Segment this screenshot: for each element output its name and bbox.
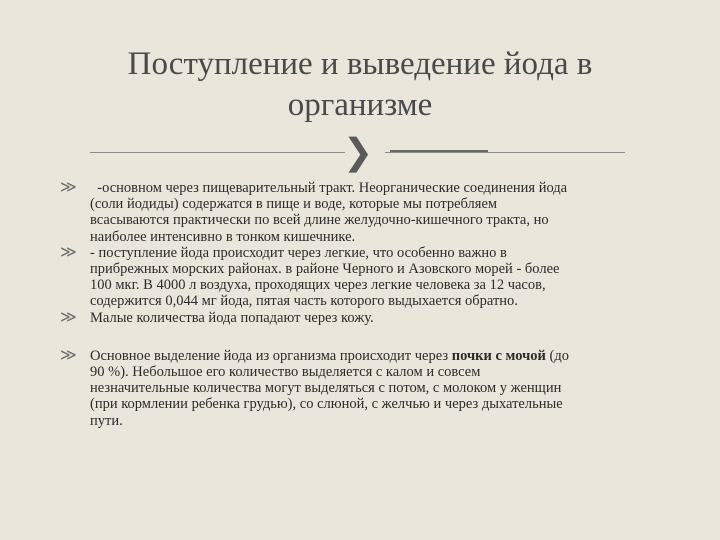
- bullet-arrow-icon: ≫: [60, 179, 77, 196]
- bullet-arrow-icon: ≫: [60, 346, 77, 364]
- title-line-2: организме: [287, 87, 433, 123]
- item-2-line-1: - поступление йода происходит через легкие, что особенно важно в: [90, 244, 507, 261]
- item-2-line-2: прибрежных морских районах. в районе Черного и Азовского морей - более: [90, 261, 560, 278]
- item-1-line-2: (соли йодиды) содержатся в пище и воде, которые мы потребляем: [90, 196, 498, 213]
- title-divider-accent: [390, 150, 488, 152]
- bullet-arrow-icon: ≫: [60, 308, 77, 326]
- item-4-line-1: [90, 348, 660, 364]
- item-4-line-1-prefix: Основное выделение йода из организма происходит через: [90, 347, 452, 364]
- item-4-line-5: пути.: [90, 412, 123, 429]
- bullet-arrow-icon: ≫: [60, 243, 77, 261]
- title-divider-right: [385, 152, 625, 153]
- bullet-item-2: [60, 245, 660, 310]
- title-ornament-icon: ❯: [343, 132, 374, 172]
- item-3-line-1: Малые количества йода попадают через кожу.: [90, 309, 374, 326]
- item-2-line-3: 100 мкг. В 4000 л воздуха, проходящих через легкие человека за 12 часов,: [90, 277, 546, 294]
- item-4-line-3: незначительные количества могут выделяться с потом, с молоком у женщин: [90, 380, 562, 397]
- item-2-line-4: содержится 0,044 мг йода, пятая часть которого выдыхается обратно.: [90, 293, 518, 310]
- title-line-1: Поступление и выведение йода в: [127, 46, 593, 82]
- item-4-line-2: 90 %). Небольшое его количество выделяется с калом и совсем: [90, 364, 481, 381]
- item-4-line-1-suffix: (до: [545, 347, 569, 364]
- item-4-line-4: (при кормлении ребенка грудью), со слюной, с желчью и через дыхательные: [90, 396, 563, 413]
- item-1-line-4: наиболее интенсивно в тонком кишечнике.: [90, 228, 356, 245]
- slide-title: [60, 44, 660, 126]
- paragraph-gap: [60, 326, 660, 348]
- title-divider-left: [90, 152, 345, 153]
- item-1-line-1: -основном через пищеварительный тракт. Неорганические соединения йода: [90, 180, 568, 196]
- bullet-item-4: [60, 348, 660, 429]
- item-1-line-3: всасываются практически по всей длине желудочно-кишечного тракта, но: [90, 212, 549, 229]
- bullet-list: [60, 180, 660, 429]
- bullet-item-1: [60, 180, 660, 245]
- bullet-item-3: [60, 310, 660, 326]
- item-4-emphasis: почки с мочой: [451, 347, 546, 364]
